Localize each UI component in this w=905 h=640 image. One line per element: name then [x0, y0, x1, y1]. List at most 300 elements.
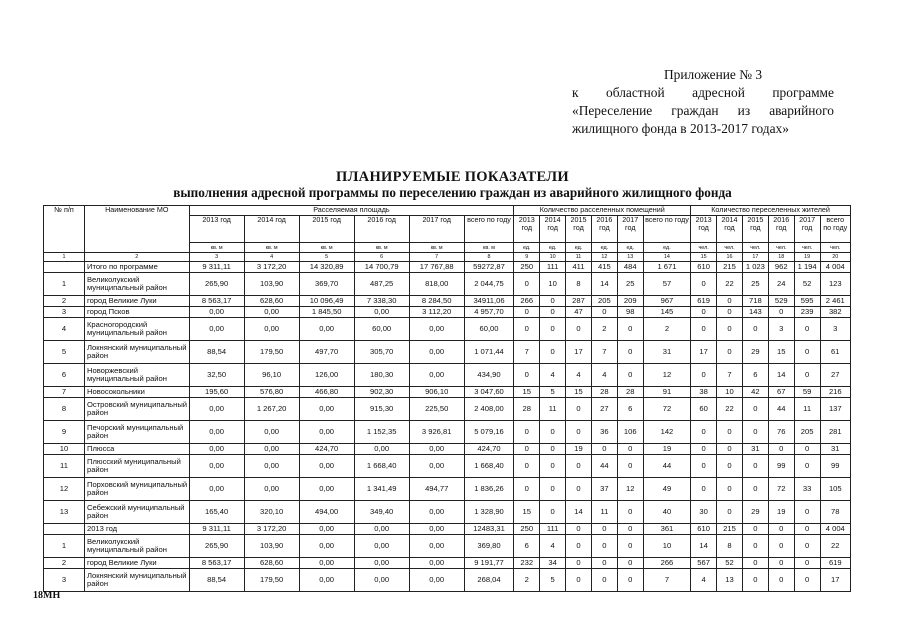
header-cell-column-number: 11 — [566, 253, 592, 262]
value-cell: 34911,06 — [464, 296, 514, 307]
municipality-name-cell: Островский муниципальный район — [84, 398, 189, 421]
header-cell-name: Наименование МО — [84, 206, 189, 253]
row-number-cell: 2 — [44, 296, 85, 307]
value-cell: 0 — [717, 455, 743, 478]
value-cell: 1 194 — [794, 262, 820, 273]
value-cell: 265,90 — [189, 273, 244, 296]
value-cell: 22 — [717, 398, 743, 421]
value-cell: 906,10 — [409, 387, 464, 398]
value-cell: 2 408,00 — [464, 398, 514, 421]
municipality-name-cell: Красногородский муниципальный район — [84, 318, 189, 341]
value-cell: 0,00 — [189, 421, 244, 444]
header-cell-column-number: 7 — [409, 253, 464, 262]
value-cell: 0,00 — [189, 398, 244, 421]
value-cell: 0 — [794, 444, 820, 455]
value-cell: 0 — [514, 318, 540, 341]
value-cell: 88,54 — [189, 569, 244, 592]
header-cell-unit: чел. — [742, 243, 768, 253]
value-cell: 60,00 — [464, 318, 514, 341]
value-cell: 424,70 — [299, 444, 354, 455]
appendix-word: из — [737, 103, 751, 118]
row-number-cell: 8 — [44, 398, 85, 421]
value-cell: 0 — [617, 524, 643, 535]
value-cell: 0 — [794, 501, 820, 524]
municipality-name-cell: Новосокольники — [84, 387, 189, 398]
value-cell: 12 — [643, 364, 690, 387]
value-cell: 1 668,40 — [354, 455, 409, 478]
value-cell: 0 — [514, 307, 540, 318]
header-cell-year: 2013 год — [189, 216, 244, 243]
value-cell: 0 — [742, 569, 768, 592]
value-cell: 22 — [820, 535, 850, 558]
value-cell: 0,00 — [299, 478, 354, 501]
value-cell: 19 — [566, 444, 592, 455]
value-cell: 15 — [514, 501, 540, 524]
value-cell: 567 — [691, 558, 717, 569]
table-row — [44, 387, 851, 398]
value-cell: 1 668,40 — [464, 455, 514, 478]
value-cell: 4 — [591, 364, 617, 387]
row-number-cell — [44, 262, 85, 273]
value-cell: 42 — [742, 387, 768, 398]
value-cell: 1 023 — [742, 262, 768, 273]
value-cell: 40 — [643, 501, 690, 524]
row-number-cell: 5 — [44, 341, 85, 364]
value-cell: 7 — [591, 341, 617, 364]
table-row — [44, 307, 851, 318]
value-cell: 6 — [742, 364, 768, 387]
value-cell: 266 — [643, 558, 690, 569]
municipality-name-cell: Итого по программе — [84, 262, 189, 273]
value-cell: 0 — [591, 535, 617, 558]
value-cell: 0 — [617, 341, 643, 364]
value-cell: 78 — [820, 501, 850, 524]
value-cell: 123 — [820, 273, 850, 296]
appendix-line-2 — [572, 84, 834, 102]
value-cell: 60,00 — [354, 318, 409, 341]
value-cell: 0 — [717, 501, 743, 524]
value-cell: 369,70 — [299, 273, 354, 296]
table-row — [44, 398, 851, 421]
value-cell: 1 671 — [643, 262, 690, 273]
value-cell: 72 — [768, 478, 794, 501]
header-cell-unit: кв. м — [299, 243, 354, 253]
value-cell: 10 096,49 — [299, 296, 354, 307]
value-cell: 111 — [540, 524, 566, 535]
value-cell: 0,00 — [409, 501, 464, 524]
value-cell: 0 — [617, 455, 643, 478]
row-number-cell: 1 — [44, 535, 85, 558]
value-cell: 0 — [591, 524, 617, 535]
value-cell: 628,60 — [244, 296, 299, 307]
value-cell: 2 — [591, 318, 617, 341]
value-cell: 0,00 — [409, 569, 464, 592]
appendix-word: аварийного — [769, 103, 834, 118]
value-cell: 0 — [540, 421, 566, 444]
value-cell: 99 — [820, 455, 850, 478]
header-cell-year: всего по году — [643, 216, 690, 243]
value-cell: 0 — [717, 421, 743, 444]
value-cell: 0,00 — [354, 558, 409, 569]
value-cell: 111 — [540, 262, 566, 273]
table-row — [44, 524, 851, 535]
value-cell: 0 — [566, 535, 592, 558]
row-number-cell: 9 — [44, 421, 85, 444]
header-cell-column-number: 20 — [820, 253, 850, 262]
row-number-cell: 4 — [44, 318, 85, 341]
value-cell: 0 — [717, 307, 743, 318]
value-cell: 8 — [566, 273, 592, 296]
value-cell: 145 — [643, 307, 690, 318]
value-cell: 96,10 — [244, 364, 299, 387]
municipality-name-cell: Печорский муниципальный район — [84, 421, 189, 444]
value-cell: 484 — [617, 262, 643, 273]
value-cell: 497,70 — [299, 341, 354, 364]
value-cell: 60 — [691, 398, 717, 421]
value-cell: 382 — [820, 307, 850, 318]
header-cell-unit: чел. — [691, 243, 717, 253]
value-cell: 5 — [540, 569, 566, 592]
municipality-name-cell: город Псков — [84, 307, 189, 318]
value-cell: 0,00 — [189, 307, 244, 318]
value-cell: 0 — [540, 501, 566, 524]
value-cell: 0 — [794, 558, 820, 569]
value-cell: 487,25 — [354, 273, 409, 296]
value-cell: 0 — [768, 569, 794, 592]
value-cell: 0 — [794, 318, 820, 341]
value-cell: 0,00 — [409, 535, 464, 558]
value-cell: 349,40 — [354, 501, 409, 524]
municipality-name-cell: город Великие Луки — [84, 296, 189, 307]
municipality-name-cell: Локнянский муниципальный район — [84, 569, 189, 592]
indicators-table — [43, 205, 851, 592]
value-cell: 0 — [591, 558, 617, 569]
value-cell: 195,60 — [189, 387, 244, 398]
header-cell-column-number: 2 — [84, 253, 189, 262]
header-cell-no: № п/п — [44, 206, 85, 253]
value-cell: 0,00 — [354, 524, 409, 535]
value-cell: 0 — [794, 364, 820, 387]
appendix-word: программе — [772, 85, 834, 100]
value-cell: 34 — [540, 558, 566, 569]
value-cell: 320,10 — [244, 501, 299, 524]
table-row — [44, 535, 851, 558]
value-cell: 0,00 — [299, 318, 354, 341]
appendix-word: областной — [606, 85, 665, 100]
value-cell: 7 — [717, 364, 743, 387]
value-cell: 2 — [643, 318, 690, 341]
value-cell: 57 — [643, 273, 690, 296]
value-cell: 17 — [691, 341, 717, 364]
value-cell: 17 767,88 — [409, 262, 464, 273]
value-cell: 494,00 — [299, 501, 354, 524]
header-cell-column-number: 1 — [44, 253, 85, 262]
value-cell: 205 — [591, 296, 617, 307]
value-cell: 529 — [768, 296, 794, 307]
value-cell: 9 191,77 — [464, 558, 514, 569]
value-cell: 0,00 — [244, 421, 299, 444]
value-cell: 44 — [591, 455, 617, 478]
value-cell: 0,00 — [354, 444, 409, 455]
value-cell: 0,00 — [299, 421, 354, 444]
value-cell: 52 — [794, 273, 820, 296]
header-cell-column-number: 5 — [299, 253, 354, 262]
header-cell-column-number: 19 — [794, 253, 820, 262]
value-cell: 25 — [617, 273, 643, 296]
table-row — [44, 364, 851, 387]
value-cell: 0 — [768, 444, 794, 455]
value-cell: 180,30 — [354, 364, 409, 387]
value-cell: 19 — [643, 444, 690, 455]
value-cell: 0 — [742, 318, 768, 341]
value-cell: 7 — [514, 341, 540, 364]
row-number-cell: 12 — [44, 478, 85, 501]
value-cell: 0 — [566, 524, 592, 535]
value-cell: 287 — [566, 296, 592, 307]
value-cell: 4 004 — [820, 262, 850, 273]
value-cell: 2 — [514, 569, 540, 592]
table-row — [44, 478, 851, 501]
header-row-column-numbers — [44, 253, 851, 262]
value-cell: 52 — [717, 558, 743, 569]
value-cell: 215 — [717, 524, 743, 535]
document-subtitle: выполнения адресной программы по переселению граждан из аварийного жилищного фонда — [173, 185, 732, 200]
header-cell-column-number: 17 — [742, 253, 768, 262]
value-cell: 0,00 — [299, 558, 354, 569]
value-cell: 0 — [794, 569, 820, 592]
appendix-line-3 — [572, 102, 834, 120]
value-cell: 14 — [566, 501, 592, 524]
value-cell: 0 — [566, 421, 592, 444]
value-cell: 28 — [514, 398, 540, 421]
value-cell: 0 — [617, 558, 643, 569]
value-cell: 0,00 — [409, 341, 464, 364]
value-cell: 1 267,20 — [244, 398, 299, 421]
value-cell: 88,54 — [189, 341, 244, 364]
value-cell: 0 — [742, 478, 768, 501]
value-cell: 4 — [566, 364, 592, 387]
row-number-cell: 11 — [44, 455, 85, 478]
value-cell: 205 — [794, 421, 820, 444]
value-cell: 3 — [768, 318, 794, 341]
value-cell: 424,70 — [464, 444, 514, 455]
value-cell: 0,00 — [244, 455, 299, 478]
value-cell: 0 — [794, 524, 820, 535]
header-cell-unit: ед. — [591, 243, 617, 253]
value-cell: 0 — [617, 569, 643, 592]
municipality-name-cell: Великолукский муниципальный район — [84, 535, 189, 558]
value-cell: 3 926,81 — [409, 421, 464, 444]
header-cell-year: всего по году — [464, 216, 514, 243]
value-cell: 466,80 — [299, 387, 354, 398]
value-cell: 29 — [742, 341, 768, 364]
header-cell-year: 2014 год — [244, 216, 299, 243]
value-cell: 0,00 — [299, 455, 354, 478]
value-cell: 610 — [691, 262, 717, 273]
value-cell: 105 — [820, 478, 850, 501]
value-cell: 44 — [768, 398, 794, 421]
municipality-name-cell: Новоржевский муниципальный район — [84, 364, 189, 387]
value-cell: 0 — [794, 455, 820, 478]
value-cell: 14 — [691, 535, 717, 558]
value-cell: 0,00 — [244, 444, 299, 455]
header-cell-column-number: 15 — [691, 253, 717, 262]
value-cell: 103,90 — [244, 273, 299, 296]
value-cell: 6 — [617, 398, 643, 421]
value-cell: 0,00 — [299, 535, 354, 558]
value-cell: 0 — [540, 318, 566, 341]
value-cell: 8 563,17 — [189, 558, 244, 569]
value-cell: 0 — [514, 478, 540, 501]
table-row — [44, 444, 851, 455]
value-cell: 0 — [717, 318, 743, 341]
municipality-name-cell: Себежский муниципальный район — [84, 501, 189, 524]
header-cell-column-number: 6 — [354, 253, 409, 262]
header-cell-column-number: 12 — [591, 253, 617, 262]
value-cell: 10 — [540, 273, 566, 296]
value-cell: 72 — [643, 398, 690, 421]
table-row — [44, 569, 851, 592]
row-number-cell: 3 — [44, 569, 85, 592]
value-cell: 0 — [540, 455, 566, 478]
value-cell: 47 — [566, 307, 592, 318]
value-cell: 165,40 — [189, 501, 244, 524]
value-cell: 0 — [691, 478, 717, 501]
value-cell: 0 — [617, 501, 643, 524]
header-cell-year: 2013 год — [514, 216, 540, 243]
header-cell-year: 2013 год — [691, 216, 717, 243]
row-number-cell: 7 — [44, 387, 85, 398]
value-cell: 49 — [643, 478, 690, 501]
appendix-word: «Переселение — [572, 103, 653, 118]
value-cell: 27 — [591, 398, 617, 421]
value-cell: 0 — [617, 318, 643, 341]
value-cell: 4 004 — [820, 524, 850, 535]
header-cell-column-number: 18 — [768, 253, 794, 262]
value-cell: 915,30 — [354, 398, 409, 421]
value-cell: 0 — [768, 307, 794, 318]
appendix-word: к — [572, 85, 579, 100]
value-cell: 0 — [617, 444, 643, 455]
value-cell: 0 — [514, 364, 540, 387]
value-cell: 59 — [794, 387, 820, 398]
value-cell: 215 — [717, 262, 743, 273]
value-cell: 0 — [514, 273, 540, 296]
value-cell: 0,00 — [244, 307, 299, 318]
header-cell-year: 2017 год — [617, 216, 643, 243]
header-cell-column-number: 13 — [617, 253, 643, 262]
header-cell-unit: кв. м — [354, 243, 409, 253]
value-cell: 38 — [691, 387, 717, 398]
value-cell: 967 — [643, 296, 690, 307]
value-cell: 13 — [717, 569, 743, 592]
value-cell: 0 — [540, 341, 566, 364]
value-cell: 0 — [742, 398, 768, 421]
header-group-residents: Количество переселенных жителей — [691, 206, 851, 216]
municipality-name-cell: город Великие Луки — [84, 558, 189, 569]
value-cell: 37 — [591, 478, 617, 501]
value-cell: 11 — [794, 398, 820, 421]
value-cell: 0 — [540, 296, 566, 307]
header-cell-unit: ед. — [540, 243, 566, 253]
value-cell: 29 — [742, 501, 768, 524]
value-cell: 0,00 — [354, 307, 409, 318]
value-cell: 0 — [514, 455, 540, 478]
value-cell: 0 — [591, 444, 617, 455]
value-cell: 0 — [514, 444, 540, 455]
value-cell: 3 — [820, 318, 850, 341]
header-cell-column-number: 16 — [717, 253, 743, 262]
header-cell-unit: ед. — [617, 243, 643, 253]
table-row — [44, 341, 851, 364]
header-cell-column-number: 14 — [643, 253, 690, 262]
table-row — [44, 273, 851, 296]
value-cell: 0 — [691, 318, 717, 341]
value-cell: 24 — [768, 273, 794, 296]
header-cell-year: 2014 год — [717, 216, 743, 243]
value-cell: 12 — [617, 478, 643, 501]
value-cell: 2 461 — [820, 296, 850, 307]
value-cell: 232 — [514, 558, 540, 569]
table-row — [44, 421, 851, 444]
value-cell: 0 — [742, 455, 768, 478]
header-cell-unit: кв. м — [409, 243, 464, 253]
value-cell: 0 — [717, 444, 743, 455]
table-row — [44, 558, 851, 569]
value-cell: 0 — [742, 558, 768, 569]
value-cell: 10 — [717, 387, 743, 398]
value-cell: 0 — [691, 273, 717, 296]
value-cell: 0,00 — [244, 478, 299, 501]
value-cell: 31 — [820, 444, 850, 455]
value-cell: 14 700,79 — [354, 262, 409, 273]
value-cell: 0,00 — [409, 444, 464, 455]
value-cell: 27 — [820, 364, 850, 387]
header-cell-unit: чел. — [820, 243, 850, 253]
value-cell: 434,90 — [464, 364, 514, 387]
value-cell: 143 — [742, 307, 768, 318]
municipality-name-cell: Великолукский муниципальный район — [84, 273, 189, 296]
value-cell: 619 — [820, 558, 850, 569]
header-cell-unit: кв. м — [464, 243, 514, 253]
value-cell: 22 — [717, 273, 743, 296]
header-cell-unit: чел. — [768, 243, 794, 253]
municipality-name-cell: 2013 год — [84, 524, 189, 535]
value-cell: 0,00 — [189, 444, 244, 455]
value-cell: 179,50 — [244, 341, 299, 364]
header-cell-year: всего по году — [820, 216, 850, 243]
value-cell: 5 — [540, 387, 566, 398]
value-cell: 0 — [717, 296, 743, 307]
value-cell: 8 284,50 — [409, 296, 464, 307]
document-title: ПЛАНИРУЕМЫЕ ПОКАЗАТЕЛИ — [335, 169, 569, 185]
value-cell: 91 — [643, 387, 690, 398]
value-cell: 11 — [591, 501, 617, 524]
value-cell: 1 152,35 — [354, 421, 409, 444]
value-cell: 15 — [566, 387, 592, 398]
value-cell: 7 — [643, 569, 690, 592]
value-cell: 494,77 — [409, 478, 464, 501]
value-cell: 902,30 — [354, 387, 409, 398]
table-row — [44, 455, 851, 478]
header-cell-unit: ед. — [566, 243, 592, 253]
value-cell: 25 — [742, 273, 768, 296]
value-cell: 0 — [691, 307, 717, 318]
appendix-word: граждан — [671, 103, 719, 118]
value-cell: 0 — [540, 478, 566, 501]
value-cell: 0 — [742, 524, 768, 535]
header-cell-unit: кв. м — [189, 243, 244, 253]
